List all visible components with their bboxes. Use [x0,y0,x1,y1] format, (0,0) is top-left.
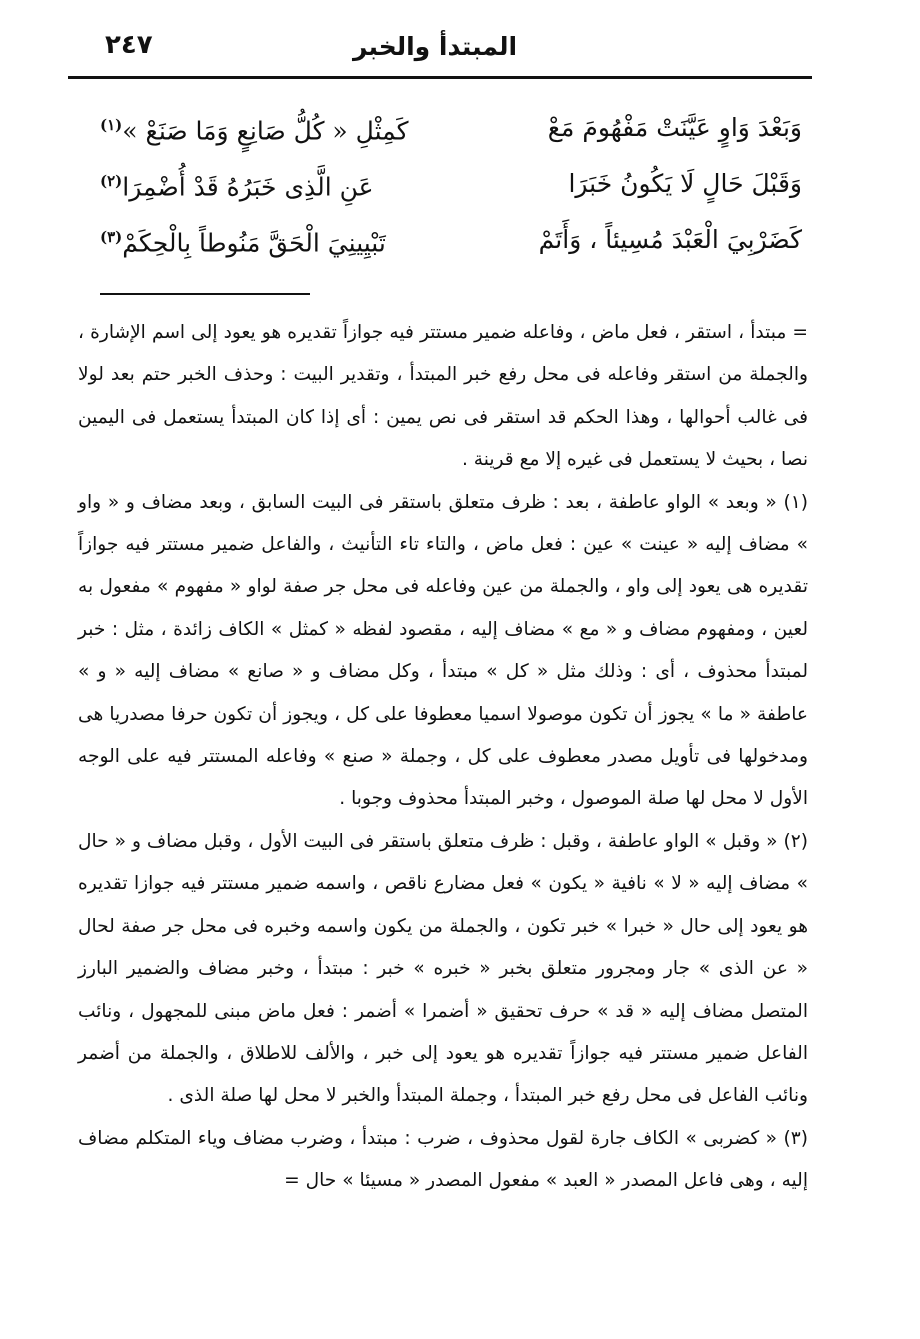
commentary [78,312,808,1203]
verse-1-second-text: كَمِثْلِ « كُلُّ صَانِعٍ وَمَا صَنَعْ » [122,116,409,146]
page-header [60,26,810,72]
verse-3-first-hemistich: كَضَرْبِيَ الْعَبْدَ مُسِيئاً ، وَأَتَمْ [538,225,802,254]
footnote-marker-3: (٣) [100,227,123,246]
running-title: المبتدأ والخبر [352,32,518,61]
verse-1-first-hemistich: وَبَعْدَ وَاوٍ عَيَّنَتْ مَفْهُومَ مَعْ [547,113,802,142]
verse-line-2 [100,156,802,212]
verse-2-second-text: عَنِ الَّذِى خَبَرُهُ قَدْ أُضْمِرَا [122,172,374,202]
footnote-1: (١) « وبعد » الواو عاطفة ، بعد : ظرف متعلق باستقر فى البيت السابق ، وبعد مضاف و « واو » مضاف إليه « عينت » عين : فعل ماض ، والتاء تاء التأنيث ، والفاعل ضمير مستتر فيه جوازاً تقديره هى يعود إلى واو ، والجملة من عين وفاعله فى محل جر صفة لواو « مفهوم » مفعول به لعين ، ومفهوم مضاف و « مع » مضاف إليه ، مقصود لفظه « كمثل » الكاف زائدة ، مثل : خبر لمبتدأ محذوف ، أى : وذلك مثل « كل » مبتدأ ، وكل مضاف و « صانع » مضاف إليه « و » عاطفة « ما » يجوز أن تكون موصولا اسميا معطوفا على كل ، ويجوز أن تكون حرفا مصدريا هى ومدخولها فى تأويل مصدر معطوف على كل ، وجملة « صنع » وفاعله المستتر فيه على الوجه الأول لا محل لها صلة الموصول ، وخبر المبتدأ محذوف وجوبا . [78,491,808,810]
footnote-3: (٣) « كضربى » الكاف جارة لقول محذوف ، ضرب : مبتدأ ، وضرب مضاف وياء المتكلم مضاف إليه ، وهى فاعل المصدر « العبد » مفعول المصدر « مسيئا » حال = [78,1127,808,1192]
footnote-marker-2: (٢) [100,171,123,190]
header-rule [68,76,812,79]
continued-note: = مبتدأ ، استقر ، فعل ماض ، وفاعله ضمير مستتر فيه جوازاً تقديره هو يعود إلى اسم الإشارة ، والجملة من استقر وفاعله فى محل رفع خبر المبتدأ ، وتقدير البيت : وحذف الخبر حتم بعد لولا فى غالب أحوالها ، وهذا الحكم قد استقر فى نص يمين : أى إذا كان المبتدأ يستعمل فى اليمين نصا ، بحيث لا يستعمل فى غيره إلا مع قرينة . [78,322,808,471]
footnote-marker-1: (١) [100,115,123,134]
verse-3-second-hemistich [100,209,386,271]
verse-2-second-hemistich [100,153,374,215]
verse-3-second-text: تَبْيِينِيَ الْحَقَّ مَنُوطاً بِالْحِكَمْ [122,228,386,258]
page-number: ٢٤٧ [105,30,153,60]
verse-2-first-hemistich: وَقَبْلَ حَالٍ لَا يَكُونُ خَبَرَا [568,169,802,198]
verse-line-3 [100,212,802,268]
verse-line-1 [100,100,802,156]
footnote-2: (٢) « وقبل » الواو عاطفة ، وقبل : ظرف متعلق باستقر فى البيت الأول ، وقبل مضاف و « حال » مضاف إليه « لا » نافية « يكون » فعل مضارع ناقص ، واسمه ضمير مستتر فيه جوازا تقديره هو يعود إلى حال « خبرا » خبر تكون ، والجملة من يكون واسمه وخبره فى محل جر صفة لحال « عن الذى » جار ومجرور متعلق بخبر « خبره » خبر : مبتدأ ، وخبر مضاف والضمير البارز المتصل مضاف إليه « قد » حرف تحقيق « أضمرا » أضمر : فعل ماض مبنى للمجهول ، ونائب الفاعل ضمير مستتر فيه جوازاً تقديره هو يعود إلى خبر ، والألف للاطلاق ، والجملة من أضمر ونائب الفاعل فى محل رفع خبر المبتدأ ، وجملة المبتدأ والخبر لا محل لها صلة الذى . [78,830,808,1107]
verse-1-second-hemistich [100,97,409,159]
verse-block [100,100,802,268]
footnote-separator [100,293,310,295]
